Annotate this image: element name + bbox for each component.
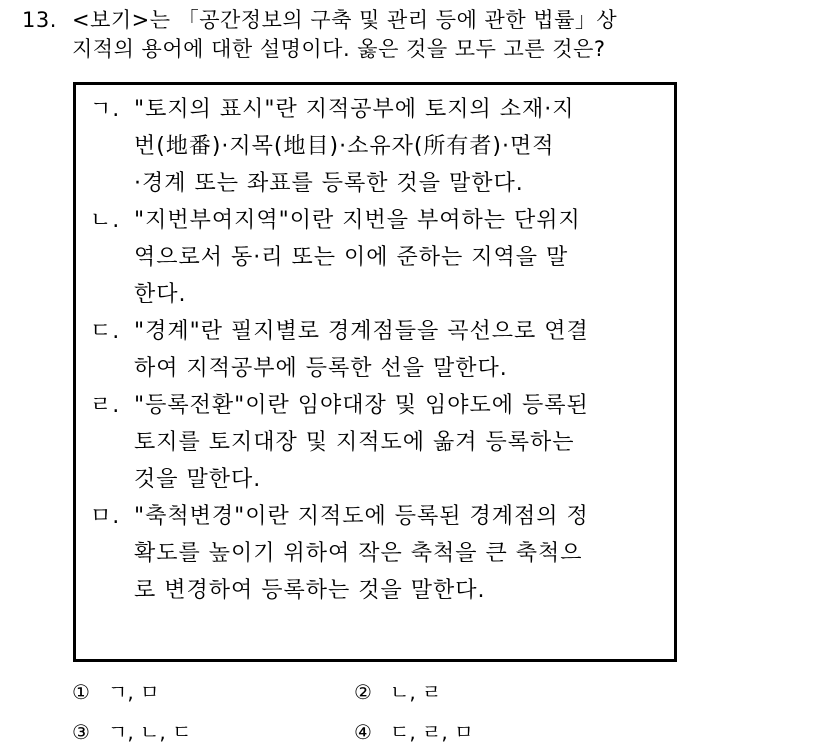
choice-2[interactable] — [354, 672, 636, 712]
choice-3[interactable] — [72, 712, 354, 752]
example-items — [90, 91, 666, 609]
question-text-line-1: <보기>는 「공간정보의 구축 및 관리 등에 관한 법률」상 — [72, 8, 618, 32]
item-line: 하여 지적공부에 등록한 선을 말한다. — [134, 356, 508, 381]
choice-text: ㄱ, ㄴ, ㄷ — [108, 720, 192, 744]
example-item-nieun — [90, 202, 666, 313]
item-label: ㄷ. — [90, 319, 121, 344]
question-stem — [22, 6, 812, 64]
item-line: "경계"란 필지별로 경계점들을 곡선으로 연결 — [134, 319, 589, 344]
question-number: 13. — [22, 8, 57, 32]
choice-1[interactable] — [72, 672, 354, 712]
item-line: 한다. — [134, 282, 187, 307]
item-line: 토지를 토지대장 및 지적도에 옮겨 등록하는 — [134, 430, 575, 455]
choice-text: ㄷ, ㄹ, ㅁ — [390, 720, 474, 744]
choice-row-1 — [72, 672, 672, 712]
example-item-rieul — [90, 387, 666, 498]
choice-number: ② — [354, 680, 372, 704]
choice-text: ㄴ, ㄹ — [390, 680, 442, 704]
choice-number: ③ — [72, 720, 90, 744]
item-line: "지번부여지역"이란 지번을 부여하는 단위지 — [134, 208, 581, 233]
example-box — [73, 82, 677, 662]
choice-4[interactable] — [354, 712, 636, 752]
answer-choices — [72, 672, 672, 752]
item-line: 로 변경하여 등록하는 것을 말한다. — [134, 578, 486, 603]
choice-text: ㄱ, ㅁ — [108, 680, 160, 704]
item-label: ㄹ. — [90, 393, 121, 418]
choice-number: ① — [72, 680, 90, 704]
choice-row-2 — [72, 712, 672, 752]
choice-number: ④ — [354, 720, 372, 744]
item-line: 것을 말한다. — [134, 467, 262, 492]
item-line: 번(地番)·지목(地目)·소유자(所有者)·면적 — [134, 134, 555, 159]
item-line: 역으로서 동·리 또는 이에 준하는 지역을 말 — [134, 245, 569, 270]
question-text-line-2: 지적의 용어에 대한 설명이다. 옳은 것을 모두 고른 것은? — [72, 37, 606, 61]
item-line: "토지의 표시"란 지적공부에 토지의 소재·지 — [134, 97, 575, 122]
item-line: "축척변경"이란 지적도에 등록된 경계점의 정 — [134, 504, 589, 529]
item-line: ·경계 또는 좌표를 등록한 것을 말한다. — [134, 171, 524, 196]
item-label: ㄱ. — [90, 97, 121, 122]
item-line: "등록전환"이란 임야대장 및 임야도에 등록된 — [134, 393, 589, 418]
item-label: ㄴ. — [90, 208, 121, 233]
example-item-giyeok — [90, 91, 666, 202]
item-line: 확도를 높이기 위하여 작은 축척을 큰 축척으 — [134, 541, 583, 566]
question-line-1 — [22, 6, 812, 35]
item-label: ㅁ. — [90, 504, 121, 529]
example-item-digeut — [90, 313, 666, 387]
example-item-mieum — [90, 498, 666, 609]
